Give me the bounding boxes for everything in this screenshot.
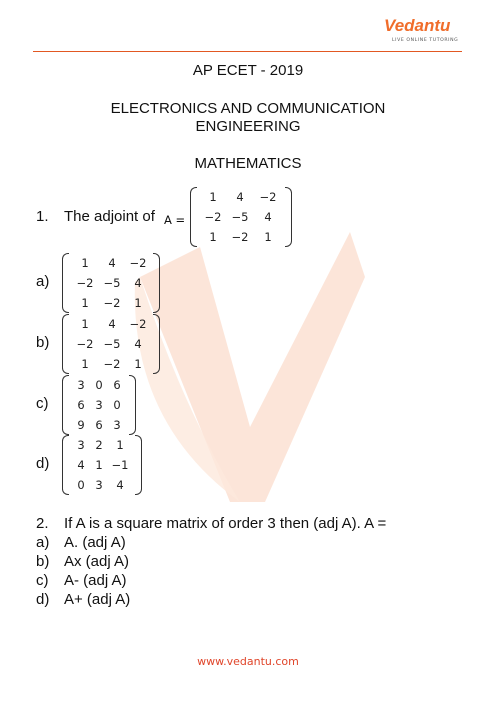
option-1b-letter: b) bbox=[36, 334, 50, 351]
option-1d-matrix[interactable] bbox=[62, 435, 142, 495]
option-2c-text[interactable]: A- (adj A) bbox=[64, 572, 127, 589]
matrix-cell: 4 bbox=[108, 317, 116, 331]
option-1c-matrix[interactable] bbox=[62, 375, 136, 435]
question-matrix bbox=[190, 187, 292, 247]
option-1a-matrix[interactable] bbox=[62, 253, 160, 313]
matrix-cell: −2 bbox=[76, 276, 94, 290]
option-2b-text[interactable]: Ax (adj A) bbox=[64, 553, 130, 570]
matrix-cell: 1 bbox=[209, 190, 217, 204]
matrix-cell: 1 bbox=[81, 256, 89, 270]
vedantu-logo bbox=[384, 16, 464, 48]
matrix-cell: 4 bbox=[134, 276, 142, 290]
matrix-cell: −2 bbox=[231, 230, 249, 244]
matrix-cell: 6 bbox=[77, 398, 85, 412]
option-1a-letter: a) bbox=[36, 273, 50, 290]
matrix-cell: 0 bbox=[77, 478, 85, 492]
matrix-cell: −5 bbox=[103, 337, 121, 351]
matrix-cell: −2 bbox=[129, 256, 147, 270]
matrix-cell: 3 bbox=[113, 418, 121, 432]
matrix-cell: 3 bbox=[95, 398, 103, 412]
matrix-cell: 1 bbox=[209, 230, 217, 244]
matrix-cell: 4 bbox=[108, 256, 116, 270]
option-1d-letter: d) bbox=[36, 455, 50, 472]
option-2a-letter: a) bbox=[36, 534, 50, 551]
matrix-cell: −2 bbox=[103, 296, 121, 310]
matrix-cell: 4 bbox=[236, 190, 244, 204]
matrix-cell: 1 bbox=[264, 230, 272, 244]
matrix-cell: 6 bbox=[95, 418, 103, 432]
matrix-cell: 1 bbox=[116, 438, 124, 452]
header-divider bbox=[33, 51, 462, 52]
logo-wordmark: Vedantu bbox=[384, 16, 451, 35]
subject-title: MATHEMATICS bbox=[194, 155, 302, 172]
branch-title-line2: ENGINEERING bbox=[195, 118, 301, 135]
matrix-cell: −2 bbox=[76, 337, 94, 351]
option-2a-text[interactable]: A. (adj A) bbox=[64, 534, 126, 551]
branch-title-line1: ELECTRONICS AND COMMUNICATION bbox=[110, 100, 386, 117]
option-1c-letter: c) bbox=[36, 395, 49, 412]
matrix-cell: 1 bbox=[95, 458, 103, 472]
option-1b-matrix[interactable] bbox=[62, 314, 160, 374]
matrix-cell: −5 bbox=[103, 276, 121, 290]
matrix-cell: 0 bbox=[113, 398, 121, 412]
question-2-text: If A is a square matrix of order 3 then (adj A). A = bbox=[64, 515, 387, 532]
matrix-cell: 3 bbox=[77, 378, 85, 392]
matrix-label: A = bbox=[164, 213, 186, 227]
option-2d-letter: d) bbox=[36, 591, 50, 608]
matrix-cell: 9 bbox=[77, 418, 85, 432]
matrix-cell: 1 bbox=[81, 357, 89, 371]
matrix-cell: −2 bbox=[259, 190, 277, 204]
logo-tagline: LIVE ONLINE TUTORING bbox=[392, 38, 459, 43]
matrix-cell: −5 bbox=[231, 210, 249, 224]
option-2b-letter: b) bbox=[36, 553, 50, 570]
matrix-cell: 1 bbox=[81, 317, 89, 331]
matrix-cell: 0 bbox=[95, 378, 103, 392]
matrix-cell: 4 bbox=[116, 478, 124, 492]
matrix-cell: −2 bbox=[204, 210, 222, 224]
matrix-cell: 4 bbox=[134, 337, 142, 351]
matrix-cell: 1 bbox=[134, 296, 142, 310]
matrix-cell: 6 bbox=[113, 378, 121, 392]
question-1-text: The adjoint of bbox=[64, 208, 155, 225]
matrix-cell: 1 bbox=[81, 296, 89, 310]
exam-title: AP ECET - 2019 bbox=[192, 62, 304, 79]
option-2d-text[interactable]: A+ (adj A) bbox=[64, 591, 131, 608]
footer-url[interactable]: www.vedantu.com bbox=[197, 655, 299, 668]
matrix-cell: 4 bbox=[77, 458, 85, 472]
question-2-number: 2. bbox=[36, 515, 49, 532]
matrix-cell: 2 bbox=[95, 438, 103, 452]
question-1-number: 1. bbox=[36, 208, 49, 225]
matrix-cell: −1 bbox=[111, 458, 129, 472]
matrix-cell: −2 bbox=[103, 357, 121, 371]
option-2c-letter: c) bbox=[36, 572, 49, 589]
matrix-cell: 1 bbox=[134, 357, 142, 371]
matrix-cell: −2 bbox=[129, 317, 147, 331]
matrix-cell: 3 bbox=[95, 478, 103, 492]
matrix-cell: 3 bbox=[77, 438, 85, 452]
matrix-cell: 4 bbox=[264, 210, 272, 224]
